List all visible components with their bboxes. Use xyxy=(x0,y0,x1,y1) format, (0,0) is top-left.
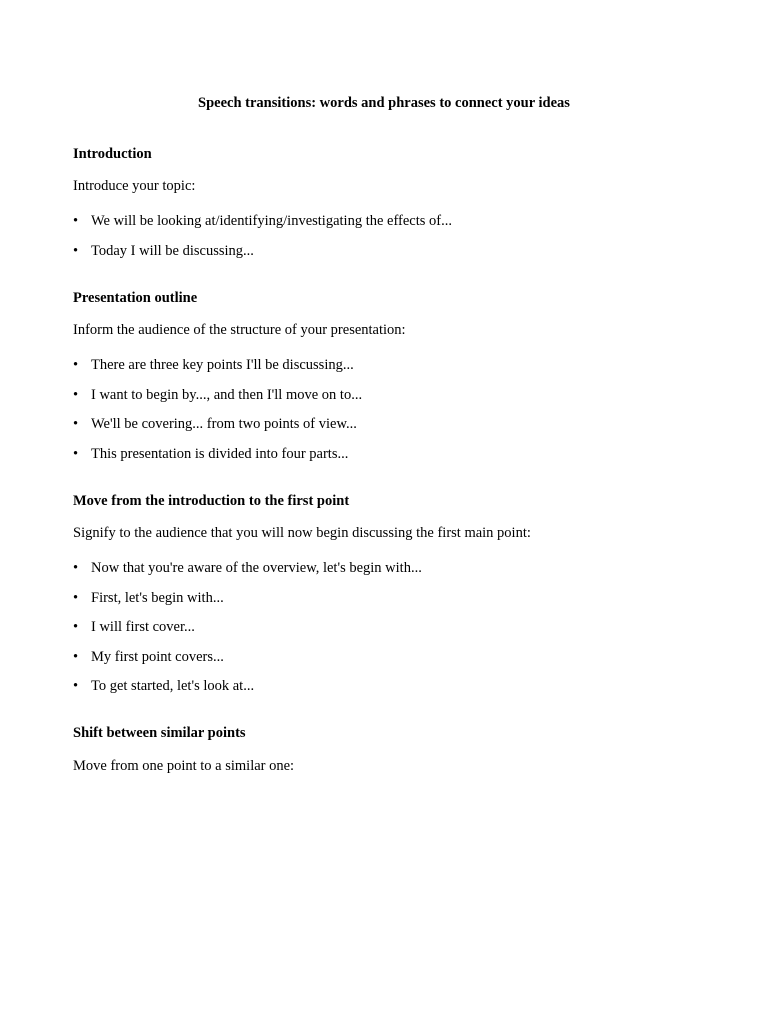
bullet-list-introduction xyxy=(73,212,452,271)
list-item xyxy=(73,242,452,272)
list-item xyxy=(73,648,422,678)
list-item-text: First, let's begin with... xyxy=(91,589,224,606)
section-intro-introduction: Introduce your topic: xyxy=(73,178,196,194)
bullet-icon: • xyxy=(73,242,79,259)
section-intro-similar-points: Move from one point to a similar one: xyxy=(73,758,295,774)
bullet-icon: • xyxy=(73,560,79,576)
list-item xyxy=(73,415,362,445)
document-title: Speech transitions: words and phrases to connect your ideas xyxy=(198,95,570,111)
bullet-icon: • xyxy=(73,445,79,462)
list-item-text: My first point covers... xyxy=(91,648,224,665)
bullet-icon: • xyxy=(73,589,79,606)
section-intro-presentation-outline: Inform the audience of the structure of your presentation: xyxy=(73,322,406,338)
bullet-icon: • xyxy=(73,357,79,373)
list-item-text: We will be looking at/identifying/investigating the effects of... xyxy=(91,213,452,229)
bullet-icon: • xyxy=(73,386,79,403)
list-item xyxy=(73,445,362,475)
bullet-icon: • xyxy=(73,678,79,694)
bullet-icon: • xyxy=(73,416,79,432)
bullet-icon: • xyxy=(73,619,79,635)
list-item-text: We'll be covering... from two points of view... xyxy=(91,416,357,432)
bullet-list-first-point xyxy=(73,559,422,707)
list-item-text: There are three key points I'll be discussing... xyxy=(91,357,354,373)
section-intro-first-point: Signify to the audience that you will now begin discussing the first main point: xyxy=(73,525,531,541)
bullet-list-presentation-outline xyxy=(73,356,362,474)
list-item-text: Today I will be discussing... xyxy=(91,242,254,259)
section-heading-first-point: Move from the introduction to the first point xyxy=(73,493,350,509)
list-item xyxy=(73,559,422,589)
list-item-text: I will first cover... xyxy=(91,619,195,635)
section-heading-similar-points: Shift between similar points xyxy=(73,725,246,741)
list-item xyxy=(73,212,452,242)
list-item xyxy=(73,356,362,386)
bullet-icon: • xyxy=(73,213,79,229)
list-item-text: This presentation is divided into four parts... xyxy=(91,445,349,462)
list-item-text: I want to begin by..., and then I'll move on to... xyxy=(91,386,363,403)
section-heading-presentation-outline: Presentation outline xyxy=(73,290,198,306)
section-heading-introduction: Introduction xyxy=(73,146,152,162)
list-item xyxy=(73,618,422,648)
list-item xyxy=(73,589,422,619)
list-item xyxy=(73,386,362,416)
list-item-text: Now that you're aware of the overview, let's begin with... xyxy=(91,560,422,576)
list-item-text: To get started, let's look at... xyxy=(91,678,255,694)
bullet-icon: • xyxy=(73,648,79,665)
list-item xyxy=(73,677,422,707)
